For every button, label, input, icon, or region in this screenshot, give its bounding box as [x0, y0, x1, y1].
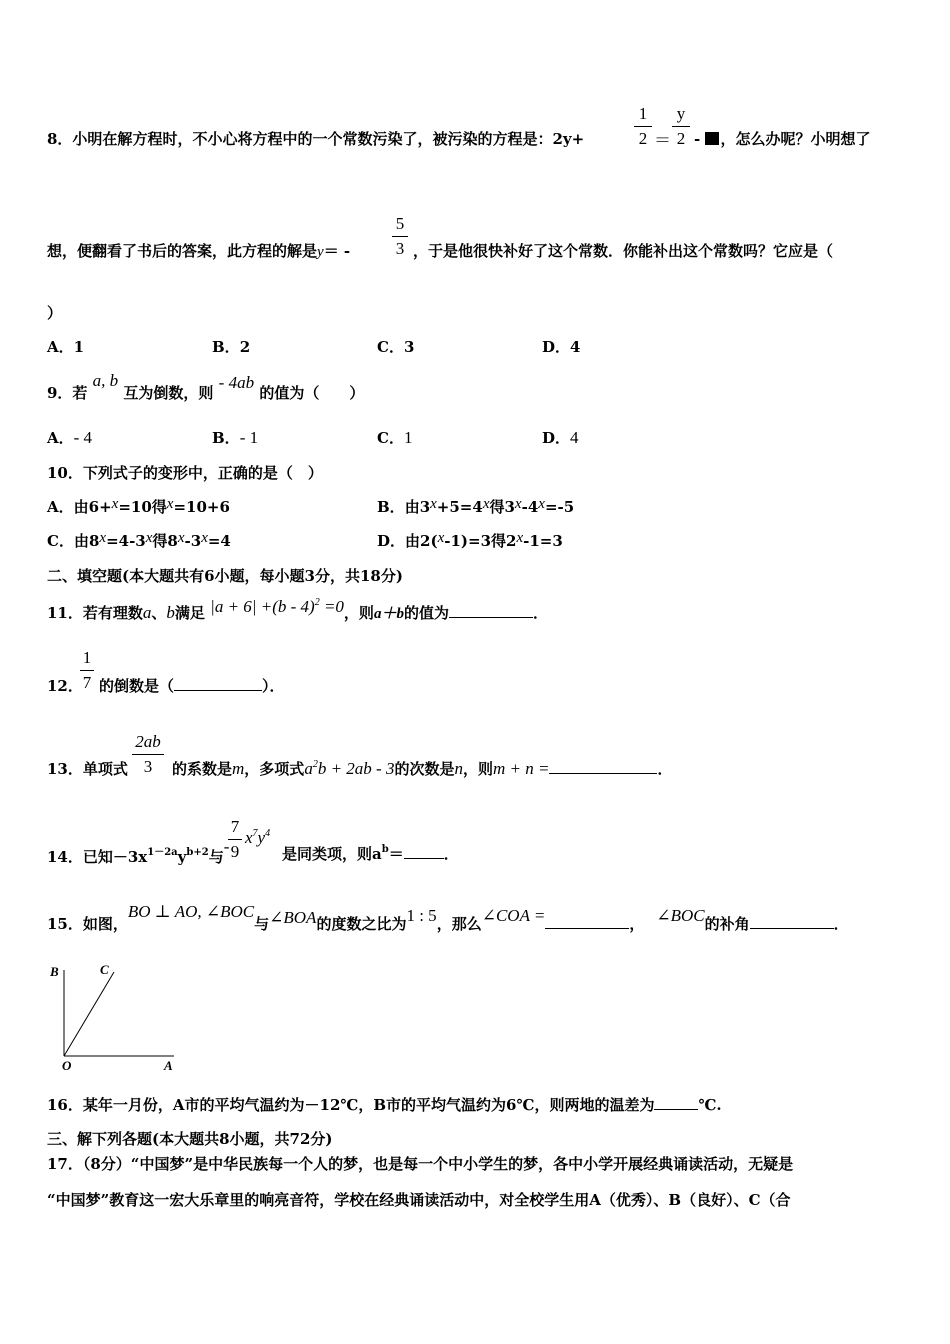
- q9-option-a: A．- 4: [47, 428, 93, 447]
- q10-option-b: B．由3x+5=4x得3x-4x=-5: [377, 496, 575, 516]
- q10-option-d: D．由2(x-1)=3得2x-1=3: [377, 530, 563, 550]
- q9-vars: a, b: [92, 371, 119, 390]
- angle-figure: [44, 962, 184, 1074]
- q12-num: 12．: [47, 677, 83, 695]
- q15-answer-blank-2[interactable]: [750, 914, 834, 929]
- q8-equals: ＝: [654, 131, 671, 150]
- q13-fraction: 2ab 3: [132, 732, 164, 777]
- q12-answer-blank[interactable]: [174, 676, 262, 691]
- q11-answer-blank[interactable]: [449, 603, 533, 618]
- q15-answer-blank-1[interactable]: [545, 914, 629, 929]
- section-2-heading: 二、填空题(本大题共有6小题，每小题3分，共18分): [47, 567, 403, 585]
- q12-fraction: 1 7: [80, 648, 94, 693]
- q8-line1: [47, 128, 584, 149]
- q10-option-a: A．由6+x=10得x=10+6: [47, 496, 230, 516]
- q13-num: 13．单项式: [47, 760, 128, 778]
- q8-line2-tail: ，于是他很快补好了这个常数．你能补出这个常数吗？它应是（: [413, 242, 834, 260]
- q8-fraction-1: 1 2: [634, 104, 652, 149]
- q10-stem: 10．下列式子的变形中，正确的是（ ）: [47, 464, 323, 482]
- q16-stem: 16．某年一月份，A市的平均气温约为－12℃，B市的平均气温约为6℃，则两地的温差为 ℃.: [47, 1096, 722, 1114]
- q8-fraction-3: 5 3: [392, 214, 408, 259]
- q8-option-d: D．4: [542, 338, 581, 356]
- q8-line2: 想，便翻看了书后的答案，此方程的解是y＝ -: [47, 242, 351, 260]
- q9-option-b: B．- 1: [212, 428, 259, 447]
- q9-expression: - 4ab: [218, 373, 255, 392]
- q8-option-c: C．3: [377, 338, 415, 356]
- q8-line3: ）: [47, 304, 63, 322]
- label-b: B: [50, 964, 59, 979]
- q8-option-b: B．2: [212, 338, 251, 356]
- q11-expression: |a + 6| +(b - 4)$^2$ =0: [210, 597, 344, 616]
- q14-fraction: 7 9: [228, 817, 242, 862]
- q14-stem-part1: 14．已知$-3x^{1-2a}y^{b+2}$与-: [47, 837, 230, 866]
- section-3-heading: 三、解下列各题(本大题共8小题，共72分): [47, 1130, 333, 1148]
- q13-tail: 的系数是m，多项式$a^2b + 2ab - 3$的次数是n，则m + n = ．: [172, 759, 673, 778]
- q16-answer-blank[interactable]: [654, 1095, 698, 1110]
- ray-oc: [64, 972, 114, 1056]
- q9-option-d: D．4: [542, 428, 579, 447]
- q14-tail: 是同类项，则$a^b=$ ．: [282, 844, 459, 863]
- q9-option-c: C．1: [377, 428, 413, 447]
- q8-option-a: A．1: [47, 338, 85, 356]
- q9-stem: 9．若 a, b 互为倒数，则 - 4ab 的值为（ ）: [47, 371, 365, 402]
- q17-line1: 17．（8分）“中国梦”是中华民族每一个人的梦，也是每一个中小学生的梦，各中小学开展经典诵读活动，无疑是: [47, 1155, 794, 1173]
- label-c: C: [100, 962, 109, 977]
- q12-tail: 的倒数是（ ）．: [99, 677, 285, 695]
- q15-stem: 15．如图，BO ⊥ AO, ∠BOC与∠BOA的度数之比为1 : 5，那么∠COA = ， ∠BOC的补角 ．: [47, 902, 849, 933]
- q11-stem: 11．若有理数a、b满足 |a + 6| +(b - 4)$^2$ =0，则a＋b的值为 ．: [47, 597, 548, 622]
- q14-answer-blank[interactable]: [404, 844, 444, 859]
- q14-monomial: $x^7y^4$: [245, 828, 271, 847]
- q8-stem: 8．小明在解方程时，不小心将方程中的一个常数污染了，被污染的方程是：2y+: [47, 130, 585, 148]
- q10-option-c: C．由8x=4-3x得8x-3x=4: [47, 530, 231, 550]
- ink-blot-icon: [705, 132, 719, 145]
- q17-line2: “中国梦”教育这一宏大乐章里的响亮音符，学校在经典诵读活动中，对全校学生用A（优秀）、B（良好）、C（合: [47, 1191, 791, 1209]
- q8-fraction-2: y 2: [672, 104, 690, 149]
- label-o: O: [62, 1058, 72, 1073]
- label-a: A: [164, 1058, 173, 1073]
- q8-line1-tail: - ，怎么办呢？小明想了: [694, 130, 871, 148]
- q13-answer-blank[interactable]: [549, 759, 657, 774]
